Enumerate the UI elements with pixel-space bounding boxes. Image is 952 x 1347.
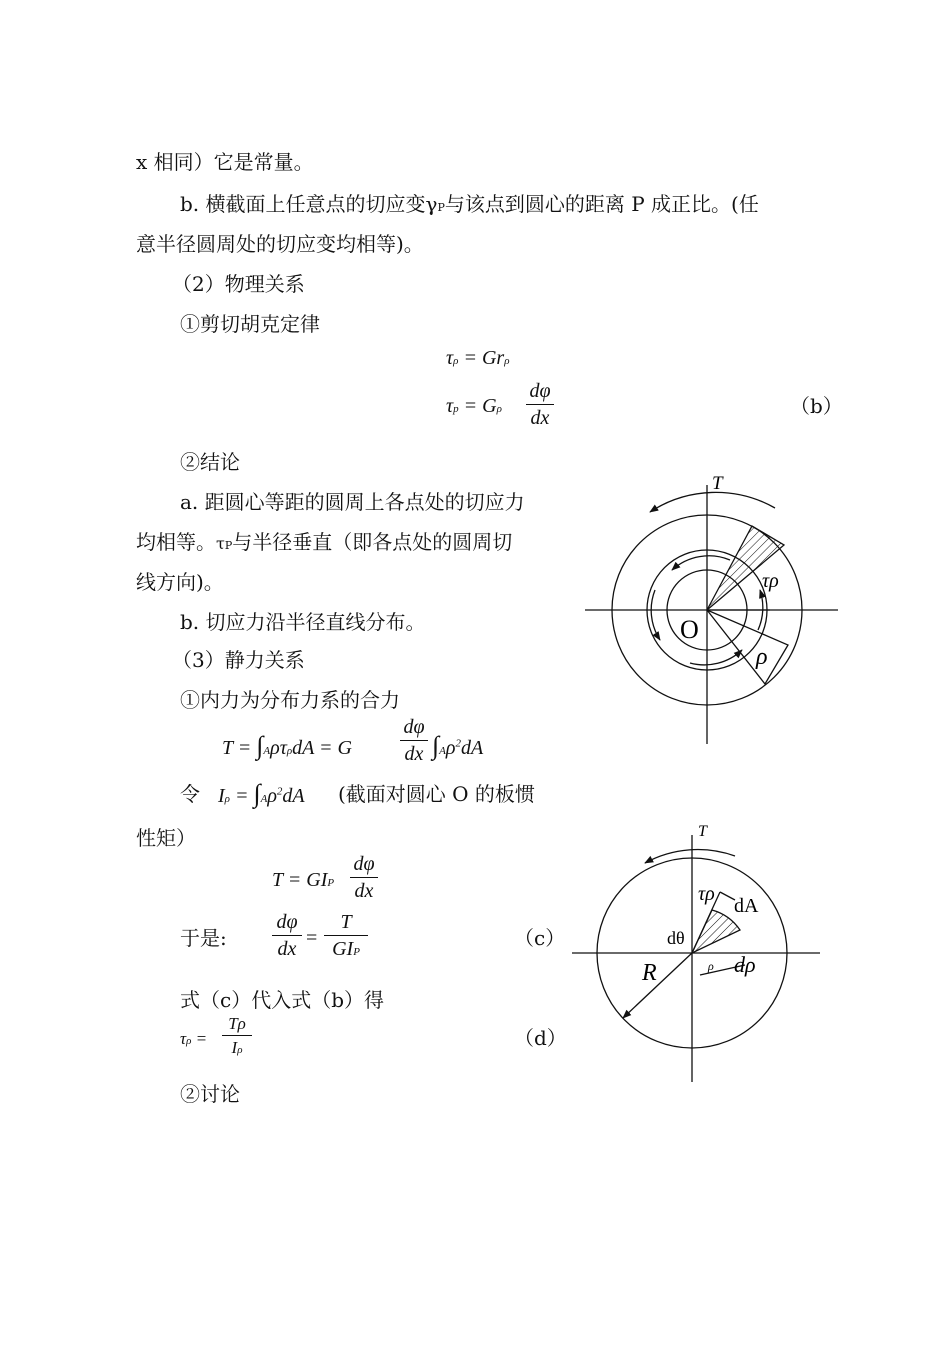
conclusion-a-line-2: 均相等。τP与半径垂直（即各点处的圆周切 <box>136 530 513 554</box>
frac-dphi-dx-1: dφ dx <box>526 381 554 428</box>
frac-trho-irho: Tρ Iρ <box>222 1015 252 1056</box>
fig1-label-O: O <box>680 615 699 644</box>
heading-conclusion: ②结论 <box>180 450 240 474</box>
fig2-label-R: R <box>642 960 657 986</box>
fig2-label-drho: dρ <box>734 952 756 977</box>
heading-physical: （2）物理关系 <box>172 272 305 296</box>
heading-resultant: ①内力为分布力系的合力 <box>180 688 400 712</box>
fig2-label-dA: dA <box>734 895 759 917</box>
fig2-torque-arrow <box>645 850 735 863</box>
eq-hooke-1: τρ = Grρ <box>446 347 510 369</box>
fig1-label-T: T <box>712 473 723 494</box>
eq-equals: = <box>306 927 318 949</box>
fig2-tau-cap <box>720 892 735 900</box>
label-d: （d） <box>514 1026 567 1050</box>
text-line-2a: b. 横截面上任意点的切应变 <box>180 192 426 216</box>
text-line-1: x 相同）它是常量。 <box>136 150 314 174</box>
fig2-label-dtheta: dθ <box>667 928 685 948</box>
gamma-symbol: γP <box>425 192 445 216</box>
heading-hooke: ①剪切胡克定律 <box>180 312 320 336</box>
frac-dphi-dx-2: dφ dx <box>400 717 428 764</box>
let-text: 令 <box>180 782 200 806</box>
fig2-radius-R <box>623 953 692 1018</box>
substitute-text: 式（c）代入式（b）得 <box>180 988 385 1012</box>
polar-moment-note-2: 性矩） <box>136 826 196 850</box>
eq-torque-integral: T = ∫AρτρdA = G <box>222 731 352 760</box>
conclusion-b: b. 切应力沿半径直线分布。 <box>180 610 426 634</box>
frac-t-gip: T GIP <box>324 912 368 959</box>
frac-dphi-dx-4: dφ dx <box>272 912 302 959</box>
eq-hooke-2: τp = Gρ <box>446 395 502 417</box>
eq-tau-result: τρ = <box>180 1029 208 1048</box>
text-line-3: 意半径圆周处的切应变均相等)。 <box>136 232 424 256</box>
eq-torque-integral-2: $\int A\rho^2dA$ <box>432 731 484 760</box>
frac-dphi-dx-3: dφ dx <box>350 854 378 901</box>
eq-torque-gip: T = GIP <box>272 869 335 891</box>
polar-moment-note: (截面对圆心 O 的板惯 <box>338 782 535 806</box>
tau-symbol: τP <box>216 534 233 553</box>
conclusion-a-line-3: 线方向)。 <box>136 570 224 594</box>
label-c: （c） <box>514 926 566 950</box>
fig2-label-rho: ρ <box>708 959 714 973</box>
eq-polar-moment: $I\rho = \int A\rho^2dA$ <box>218 779 305 808</box>
fig1-label-rho: ρ <box>756 644 768 670</box>
heading-static: （3）静力关系 <box>172 648 305 672</box>
fig2-label-tau: τρ <box>698 883 715 905</box>
conclusion-a-line-1: a. 距圆心等距的圆周上各点处的切应力 <box>180 490 525 514</box>
fig2-element-dA <box>692 910 740 953</box>
heading-discussion: ②讨论 <box>180 1082 240 1106</box>
hence-text: 于是: <box>180 926 227 950</box>
text-line-2b: 与该点到圆心的距离 P 成正比。(任 <box>444 192 759 216</box>
label-b: （b） <box>790 394 843 418</box>
fig2-label-T: T <box>698 823 707 840</box>
fig1-label-tau: τρ <box>762 570 779 592</box>
